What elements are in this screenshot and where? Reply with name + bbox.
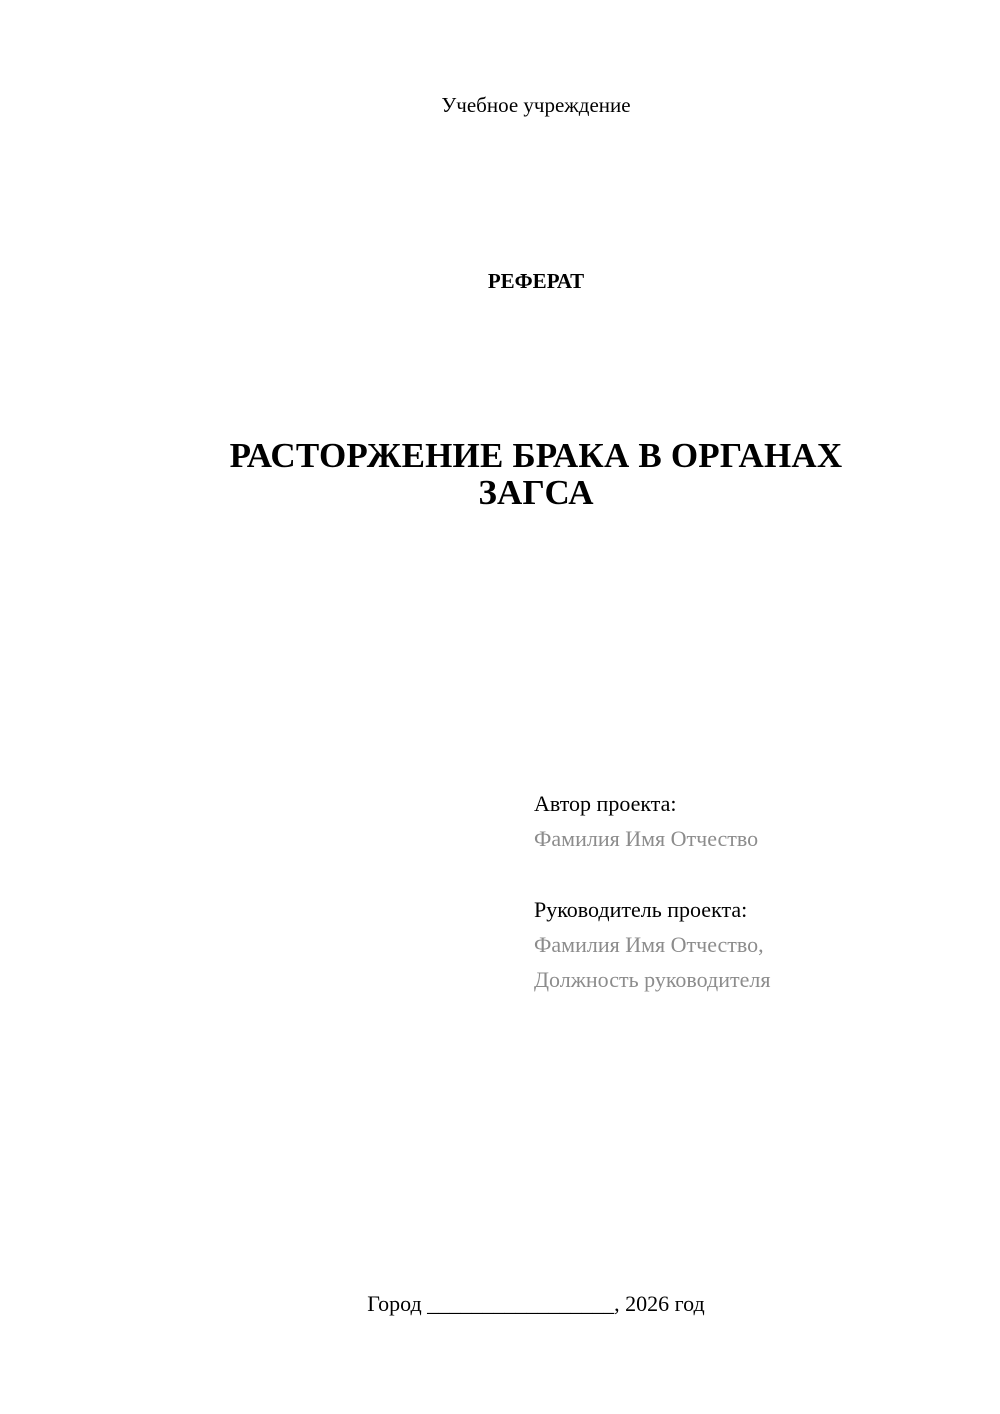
author-label: Автор проекта:	[534, 791, 677, 816]
supervisor-name: Фамилия Имя Отчество,	[534, 932, 764, 957]
supervisor-position: Должность руководителя	[534, 967, 771, 992]
city-year-line: Город _________________, 2026 год	[367, 1291, 705, 1316]
author-block	[534, 786, 758, 856]
supervisor-block	[534, 892, 770, 997]
document-type: РЕФЕРАТ	[487, 269, 585, 293]
institution-name: Учебное учреждение	[441, 93, 631, 117]
author-name: Фамилия Имя Отчество	[534, 826, 759, 851]
document-title: РАСТОРЖЕНИЕ БРАКА В ОРГАНАХ ЗАГСА	[229, 436, 843, 512]
supervisor-label: Руководитель проекта:	[534, 897, 748, 922]
